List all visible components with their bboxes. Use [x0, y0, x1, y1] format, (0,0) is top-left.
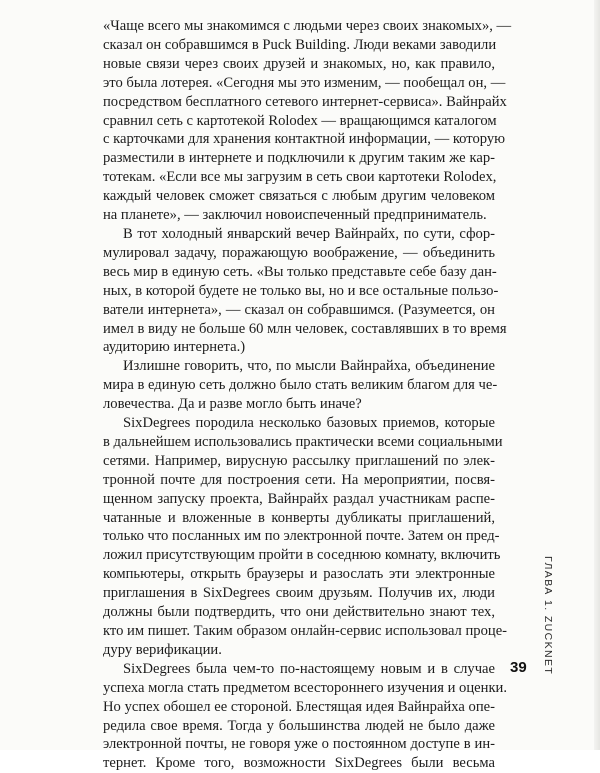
text-line: дуру верификации.	[103, 641, 222, 658]
text-line: разместили в интернете и подключили к другим таким же кар-	[103, 150, 495, 167]
paragraph	[103, 225, 507, 357]
text-line: В тот холодный январский вечер Вайнрайх, по сути, сфор-	[123, 225, 495, 242]
text-line: ловечества. Да и разве могло быть иначе?	[103, 396, 362, 413]
text-line: «Чаще всего мы знакомимся с людьми через своих знакомых», —	[103, 18, 512, 34]
text-line: компьютеры, открыть браузеры и разослать эти электронные	[103, 566, 495, 583]
text-line: сравнил сеть с картотекой Rolodex — вращающимся каталогом	[103, 112, 497, 129]
text-line: аудиторию интернета.)	[103, 339, 246, 356]
page-number: 39	[510, 659, 527, 676]
paragraph	[103, 414, 508, 660]
text-line: это была лотерея. «Сегодня мы это изменим, — пообещал он, —	[103, 74, 506, 91]
text-line: редила свое время. Тогда у большинства людей не было даже	[103, 717, 495, 734]
running-head: ГЛАВА 1. ZUCKNET	[542, 556, 554, 676]
text-line: посредством бесплатного сетевого интернет-сервиса». Вайнрайх	[103, 93, 507, 110]
paragraph	[103, 660, 507, 773]
text-line: приглашения в SixDegrees своим друзьям. Получив их, люди	[103, 585, 495, 602]
text-line: SixDegrees была чем-то по-настоящему новым и в случае	[123, 660, 495, 677]
text-line: ватели интернета», — сказал он собравшимся. (Разумеется, он	[103, 301, 495, 318]
text-line: кто им пишет. Таким образом онлайн-сервис использовал проце-	[103, 623, 508, 639]
text-line: должны были подтвердить, что они действительно знают тех,	[103, 604, 495, 621]
text-line: ных, в которой будете не только вы, но и все остальные пользо-	[103, 282, 499, 299]
paragraph	[103, 357, 498, 414]
text-line: электронной почты, не говоря уже о постоянном доступе в ин-	[103, 736, 495, 753]
text-line: с карточками для хранения контактной информации, — которую	[103, 131, 506, 148]
text-line: только что посланных им по электронной почте. Затем он пред-	[103, 528, 500, 545]
text-line: мира в единую сеть должно было стать великим благом для че-	[103, 377, 498, 394]
text-line: чатанные и вложенные в конверты дубликаты приглашений,	[103, 509, 495, 526]
text-line: тронной почте для построения сети. На мероприятии, посвя-	[103, 471, 495, 488]
paragraph	[103, 17, 512, 225]
text-line: ложил присутствующим пройти в соседнюю комнату, включить	[103, 547, 501, 564]
body-text	[103, 17, 512, 773]
text-line: имел в виду не больше 60 млн человек, составлявших в то время	[103, 320, 507, 337]
text-line: на планете», — заключил новоиспеченный предприниматель.	[103, 207, 487, 224]
text-line: щенном запуску проекта, Вайнрайх раздал участникам распе-	[103, 490, 495, 507]
text-line: мулировал задачу, поражающую воображение, — объединить	[103, 244, 495, 261]
text-line: весь мир в единую сеть. «Вы только представьте себе базу дан-	[103, 263, 497, 280]
text-line: сказал он собравшимся в Puck Building. Люди веками заводили	[103, 36, 497, 53]
text-line: тернет. Кроме того, возможности SixDegrees были весьма	[103, 755, 495, 772]
page-edge	[594, 0, 600, 750]
text-line: тотекам. «Если все мы загрузим в сеть свои картотеки Rolodex,	[103, 169, 497, 186]
text-line: каждый человек сможет связаться с любым другим человеком	[103, 188, 495, 205]
text-line: Излишне говорить, что, по мысли Вайнрайха, объединение	[123, 358, 495, 375]
text-line: в дальнейшем использовались практически всеми социальными	[103, 433, 503, 450]
text-line: новые связи через своих друзей и знакомых, но, как правило,	[103, 55, 495, 72]
text-line: сетями. Например, вирусную рассылку приглашений по элек-	[103, 452, 495, 469]
text-line: SixDegrees породила несколько базовых приемов, которые	[123, 415, 495, 432]
text-line: Но успех обошел ее стороной. Блестящая идея Вайнрайха опе-	[103, 698, 495, 715]
text-line: успеха могла стать предметом всестороннего изучения и оценки.	[103, 679, 507, 696]
